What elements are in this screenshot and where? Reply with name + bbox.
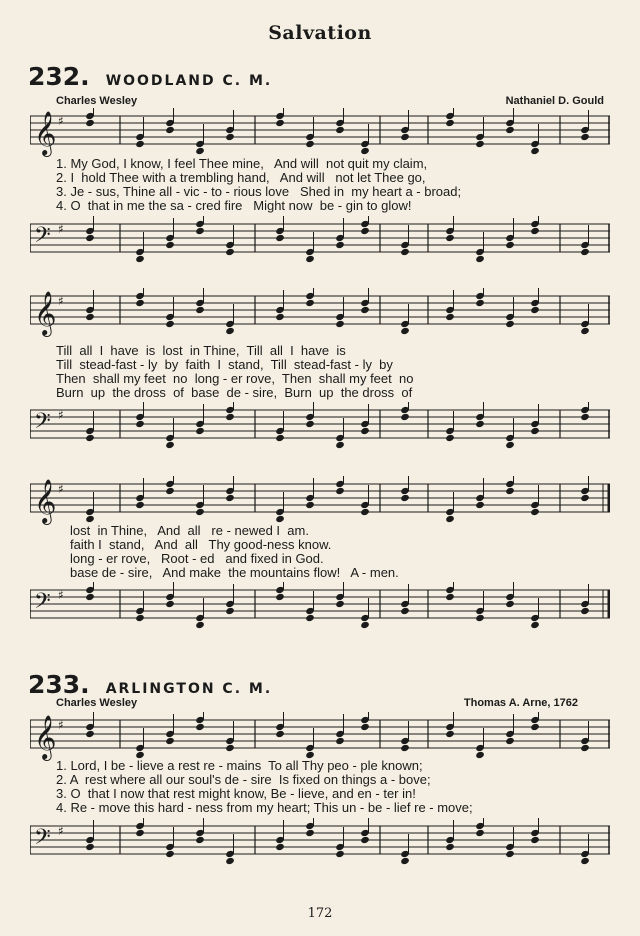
bass-staff — [30, 818, 610, 874]
sharp-icon: ♯ — [58, 294, 64, 308]
note-head — [225, 494, 235, 502]
note-head — [445, 730, 455, 738]
note-head — [225, 857, 235, 865]
lyric-verse-2: Till stead-fast - ly by faith I stand, Till stead-fast - ly by — [56, 357, 393, 372]
sharp-icon: ♯ — [58, 408, 64, 422]
lyric-verse-3: 3. Je - sus, Thine all - vic - to - rious love Shed in my heart a - broad; — [56, 184, 462, 199]
note-head — [475, 614, 485, 622]
note-head — [335, 441, 345, 449]
note-head — [195, 147, 205, 155]
note-head — [505, 320, 515, 328]
note-head — [400, 744, 410, 752]
note-head — [165, 241, 175, 249]
note-head — [505, 850, 515, 858]
lyric-verse-1: 1. Lord, I be - lieve a rest re - mains To all Thy peo - ple known; — [56, 758, 423, 773]
lyrics-system-1 — [56, 759, 616, 815]
music-credit: Nathaniel D. Gould — [505, 95, 604, 107]
note-head — [305, 501, 315, 509]
treble-staff — [30, 108, 610, 160]
note-head — [305, 614, 315, 622]
note-head — [225, 744, 235, 752]
note-head — [580, 857, 590, 865]
page-number: 172 — [307, 906, 333, 921]
note-head — [505, 600, 515, 608]
note-head — [225, 607, 235, 615]
note-head — [135, 299, 145, 307]
note-head — [530, 723, 540, 731]
note-head — [475, 751, 485, 759]
note-head — [580, 494, 590, 502]
note-head — [85, 434, 95, 442]
sharp-icon: ♯ — [58, 482, 64, 496]
note-head — [135, 501, 145, 509]
note-head — [225, 133, 235, 141]
bass-clef-icon: 𝄢 — [34, 589, 51, 619]
bass-staff — [30, 216, 610, 272]
note-head — [505, 487, 515, 495]
lyric-verse-3: Then shall my feet no long - er rove, Then shall my feet no — [56, 371, 414, 386]
hymn-233-heading — [28, 670, 272, 700]
note-head — [85, 843, 95, 851]
note-head — [530, 836, 540, 844]
note-head — [475, 255, 485, 263]
note-head — [275, 843, 285, 851]
note-head — [475, 140, 485, 148]
note-head — [135, 420, 145, 428]
note-head — [225, 327, 235, 335]
sharp-icon: ♯ — [58, 114, 64, 128]
note-head — [445, 434, 455, 442]
note-head — [530, 427, 540, 435]
note-head — [195, 723, 205, 731]
lyric-verse-4: 4. O that in me the sa - cred fire Might now be - gin to glow! — [56, 198, 412, 213]
note-head — [135, 614, 145, 622]
note-head — [445, 593, 455, 601]
bass-staff — [30, 582, 610, 638]
note-head — [360, 621, 370, 629]
lyric-verse-1: 1. My God, I know, I feel Thee mine, And will not quit my claim, — [56, 156, 428, 171]
note-head — [445, 843, 455, 851]
note-head — [275, 119, 285, 127]
note-head — [360, 427, 370, 435]
note-head — [580, 607, 590, 615]
sharp-icon: ♯ — [58, 222, 64, 236]
hymn-232-heading — [28, 62, 272, 92]
note-head — [360, 723, 370, 731]
note-head — [335, 320, 345, 328]
note-head — [305, 420, 315, 428]
note-head — [445, 234, 455, 242]
note-head — [360, 836, 370, 844]
note-head — [580, 248, 590, 256]
lyric-verse-1: lost in Thine, And all re - newed I am. — [70, 523, 309, 538]
note-head — [360, 227, 370, 235]
note-head — [400, 248, 410, 256]
note-head — [275, 593, 285, 601]
note-head — [445, 313, 455, 321]
note-head — [475, 829, 485, 837]
bass-clef-icon: 𝄢 — [34, 223, 51, 253]
note-head — [85, 730, 95, 738]
note-head — [335, 600, 345, 608]
note-head — [85, 119, 95, 127]
note-head — [195, 227, 205, 235]
tune-name: ARLINGTON C. M. — [105, 681, 273, 697]
note-head — [360, 147, 370, 155]
note-head — [305, 255, 315, 263]
sharp-icon: ♯ — [58, 824, 64, 838]
note-head — [400, 857, 410, 865]
lyric-verse-4: 4. Re - move this hard - ness from my heart; This un - be - lief re - move; — [56, 800, 473, 815]
bass-clef-icon: 𝄢 — [34, 825, 51, 855]
treble-clef-icon: 𝄞 — [34, 479, 57, 523]
note-head — [505, 241, 515, 249]
lyric-verse-4: Burn up the dross of base de - sire, Burn up the dross of — [56, 385, 413, 400]
note-head — [305, 140, 315, 148]
note-head — [475, 299, 485, 307]
note-head — [165, 737, 175, 745]
note-head — [445, 515, 455, 523]
lyric-verse-1: Till all I have is lost in Thine, Till all I have is — [56, 343, 346, 358]
bass-clef-icon: 𝄢 — [34, 409, 51, 439]
note-head — [165, 441, 175, 449]
note-head — [400, 327, 410, 335]
note-head — [400, 413, 410, 421]
note-head — [85, 515, 95, 523]
sharp-icon: ♯ — [58, 588, 64, 602]
treble-clef-icon: 𝄞 — [34, 715, 57, 759]
note-head — [225, 413, 235, 421]
note-head — [475, 420, 485, 428]
lyric-verse-2: 2. I hold Thee with a trembling hand, And will not let Thee go, — [56, 170, 426, 185]
note-head — [195, 427, 205, 435]
note-head — [195, 621, 205, 629]
note-head — [530, 621, 540, 629]
note-head — [335, 126, 345, 134]
note-head — [135, 140, 145, 148]
note-head — [165, 600, 175, 608]
section-title: Salvation — [268, 22, 372, 44]
treble-staff — [30, 288, 610, 340]
note-head — [530, 227, 540, 235]
note-head — [360, 306, 370, 314]
note-head — [400, 494, 410, 502]
music-credit: Thomas A. Arne, 1762 — [463, 697, 578, 709]
note-head — [195, 508, 205, 516]
lyric-verse-3: long - er rove, Root - ed and fixed in God. — [70, 551, 324, 566]
lyric-verse-3: 3. O that I now that rest might know, Be - lieve, and en - ter in! — [56, 786, 416, 801]
lyric-verse-4: base de - sire, And make the mountains flow! A - men. — [70, 565, 399, 580]
note-head — [335, 241, 345, 249]
words-credit: Charles Wesley — [56, 697, 138, 709]
note-head — [400, 133, 410, 141]
lyrics-system-3 — [70, 524, 540, 580]
note-head — [85, 313, 95, 321]
note-head — [275, 434, 285, 442]
lyrics-system-2 — [56, 344, 616, 400]
note-head — [195, 836, 205, 844]
note-head — [275, 313, 285, 321]
lyric-verse-2: faith I stand, And all Thy good-ness know. — [70, 537, 332, 552]
note-head — [305, 829, 315, 837]
note-head — [360, 508, 370, 516]
note-head — [505, 126, 515, 134]
note-head — [530, 508, 540, 516]
note-head — [275, 515, 285, 523]
note-head — [165, 850, 175, 858]
note-head — [135, 829, 145, 837]
note-head — [85, 593, 95, 601]
note-head — [580, 327, 590, 335]
hymn-number: 233. — [28, 670, 90, 699]
note-head — [335, 487, 345, 495]
note-head — [505, 441, 515, 449]
note-head — [165, 320, 175, 328]
note-head — [165, 487, 175, 495]
note-head — [400, 607, 410, 615]
bass-staff — [30, 402, 610, 458]
note-head — [85, 234, 95, 242]
note-head — [580, 133, 590, 141]
treble-staff — [30, 712, 610, 764]
note-head — [305, 299, 315, 307]
words-credit: Charles Wesley — [56, 95, 138, 107]
note-head — [165, 126, 175, 134]
tune-name: WOODLAND C. M. — [105, 73, 273, 89]
treble-clef-icon: 𝄞 — [34, 111, 57, 155]
treble-staff — [30, 476, 610, 528]
note-head — [275, 730, 285, 738]
note-head — [445, 119, 455, 127]
note-head — [505, 737, 515, 745]
note-head — [530, 147, 540, 155]
note-head — [580, 413, 590, 421]
sharp-icon: ♯ — [58, 718, 64, 732]
treble-clef-icon: 𝄞 — [34, 291, 57, 335]
hymn-number: 232. — [28, 62, 90, 91]
lyrics-system-1 — [56, 157, 616, 213]
lyric-verse-2: 2. A rest where all our soul's de - sire Is fixed on things a - bove; — [56, 772, 431, 787]
note-head — [475, 501, 485, 509]
note-head — [580, 744, 590, 752]
note-head — [335, 850, 345, 858]
note-head — [335, 737, 345, 745]
note-head — [135, 255, 145, 263]
note-head — [225, 248, 235, 256]
note-head — [195, 306, 205, 314]
note-head — [275, 234, 285, 242]
note-head — [530, 306, 540, 314]
